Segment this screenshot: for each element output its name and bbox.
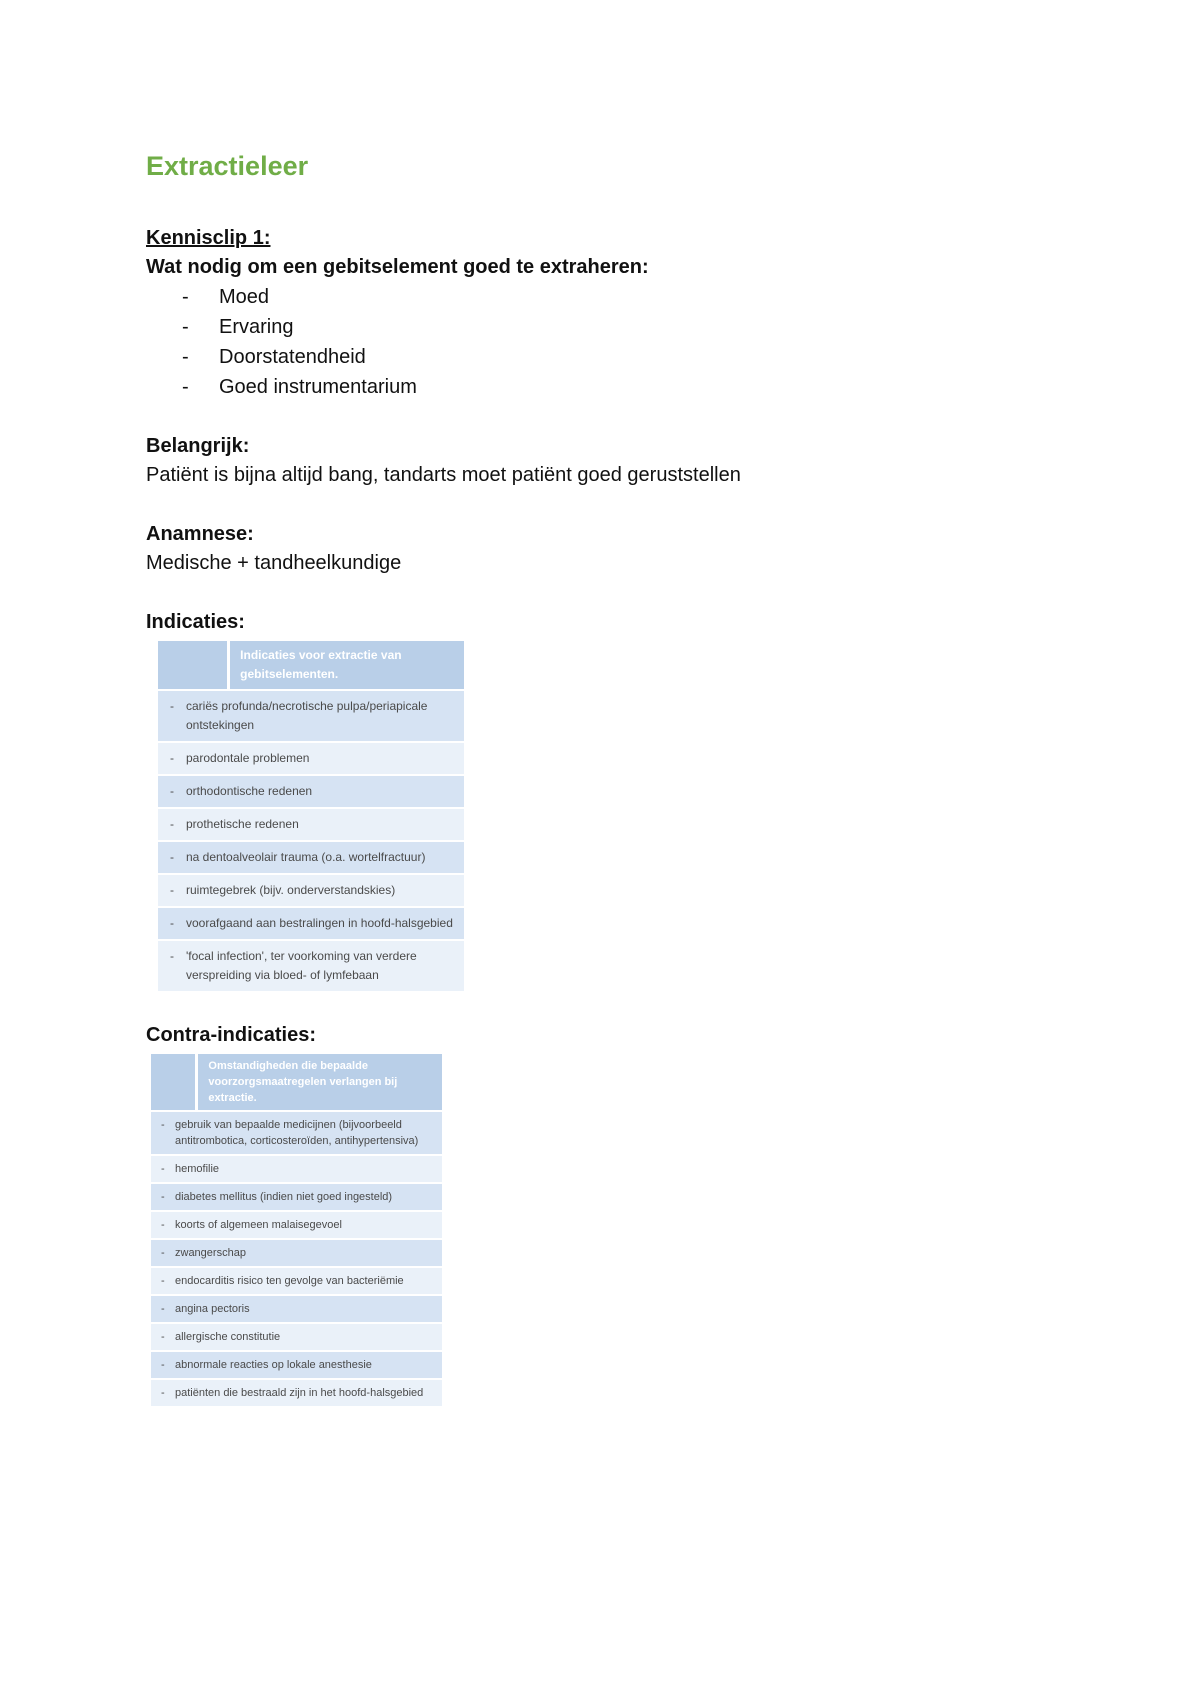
requirements-list: [146, 282, 1066, 402]
row-bullet: -: [170, 751, 174, 765]
row-bullet: -: [161, 1163, 165, 1175]
row-bullet: -: [170, 916, 174, 930]
document-title: Extractieleer: [146, 151, 309, 181]
table-row: [158, 840, 464, 873]
table-cell: na dentoalveolair trauma (o.a. wortelfractuur): [186, 850, 426, 864]
list-item-text: Goed instrumentarium: [219, 376, 417, 398]
row-bullet: -: [161, 1387, 165, 1399]
table-row: [151, 1154, 442, 1182]
row-bullet: -: [161, 1219, 165, 1231]
table-cell: zwangerschap: [175, 1247, 246, 1259]
table-header-blank-cell: [158, 641, 230, 689]
row-bullet: -: [170, 817, 174, 831]
spacer: [146, 490, 1066, 520]
table-header-text: Indicaties voor extractie van gebitselementen.: [240, 648, 402, 681]
table-row: [151, 1210, 442, 1238]
table-header: [151, 1054, 442, 1110]
list-item: [146, 282, 1066, 312]
table-row: [158, 741, 464, 774]
table-row: [158, 939, 464, 991]
list-item-text: Moed: [219, 286, 270, 308]
row-bullet: -: [161, 1359, 165, 1371]
row-bullet: -: [170, 850, 174, 864]
table-cell: koorts of algemeen malaisegevoel: [175, 1219, 342, 1231]
table-row: [158, 807, 464, 840]
section-heading-contra-indicaties: Contra-indicaties:: [146, 1024, 317, 1046]
document-page: [146, 148, 1066, 1406]
table-cell: allergische constitutie: [175, 1331, 281, 1343]
dash-marker: -: [182, 376, 189, 398]
list-item: [146, 342, 1066, 372]
section-heading-belangrijk: Belangrijk:: [146, 435, 250, 457]
table-header-blank-cell: [151, 1054, 198, 1110]
table-cell: endocarditis risico ten gevolge van bacteriëmie: [175, 1275, 404, 1287]
spacer: [146, 991, 1066, 1021]
list-item: [146, 312, 1066, 342]
table-cell: 'focal infection', ter voorkoming van verdere verspreiding via bloed- of lymfebaan: [186, 949, 417, 982]
row-bullet: -: [170, 949, 174, 963]
contra-indicaties-table-image: [151, 1054, 442, 1406]
list-item: [146, 372, 1066, 402]
row-bullet: -: [170, 784, 174, 798]
table-cell: orthodontische redenen: [186, 784, 313, 798]
table-row: [151, 1182, 442, 1210]
table-row: [151, 1294, 442, 1322]
section-intro: Wat nodig om een gebitselement goed te extraheren:: [146, 256, 649, 278]
table-cell: voorafgaand aan bestralingen in hoofd-halsgebied: [186, 916, 453, 930]
table-cell: ruimtegebrek (bijv. onderverstandskies): [186, 883, 396, 897]
table-header-text: Omstandigheden die bepaalde voorzorgsmaatregelen verlangen bij extractie.: [208, 1060, 398, 1104]
row-bullet: -: [161, 1303, 165, 1315]
table-cell: angina pectoris: [175, 1303, 250, 1315]
row-bullet: -: [161, 1331, 165, 1343]
table-row: [158, 873, 464, 906]
table-cell: patiënten die bestraald zijn in het hoofd-halsgebied: [175, 1387, 424, 1399]
table-row: [151, 1378, 442, 1406]
row-bullet: -: [161, 1247, 165, 1259]
list-item-text: Doorstatendheid: [219, 346, 366, 368]
row-bullet: -: [161, 1275, 165, 1287]
table-row: [158, 689, 464, 741]
belangrijk-text: Patiënt is bijna altijd bang, tandarts moet patiënt goed geruststellen: [146, 464, 741, 486]
table-cell: gebruik van bepaalde medicijnen (bijvoorbeeld antitrombotica, corticosteroïden, antihypertensiva): [175, 1119, 419, 1147]
table-row: [151, 1322, 442, 1350]
section-heading-kennisclip: Kennisclip 1:: [146, 227, 271, 249]
table-cell: prothetische redenen: [186, 817, 299, 831]
indicaties-table-image: [158, 641, 464, 991]
table-cell: cariës profunda/necrotische pulpa/periapicale ontstekingen: [186, 699, 428, 732]
dash-marker: -: [182, 286, 189, 308]
section-heading-anamnese: Anamnese:: [146, 523, 254, 545]
dash-marker: -: [182, 346, 189, 368]
table-row: [151, 1110, 442, 1154]
row-bullet: -: [161, 1119, 165, 1131]
section-heading-indicaties: Indicaties:: [146, 611, 245, 633]
table-row: [151, 1238, 442, 1266]
row-bullet: -: [170, 883, 174, 897]
table-cell: parodontale problemen: [186, 751, 310, 765]
spacer: [146, 184, 1066, 224]
table-cell: diabetes mellitus (indien niet goed ingesteld): [175, 1191, 393, 1203]
row-bullet: -: [170, 699, 174, 713]
row-bullet: -: [161, 1191, 165, 1203]
anamnese-text: Medische + tandheelkundige: [146, 552, 402, 574]
table-cell: abnormale reacties op lokale anesthesie: [175, 1359, 372, 1371]
dash-marker: -: [182, 316, 189, 338]
table-cell: hemofilie: [175, 1163, 220, 1175]
table-row: [158, 906, 464, 939]
table-header: [158, 641, 464, 689]
spacer: [146, 402, 1066, 432]
spacer: [146, 578, 1066, 608]
table-row: [151, 1350, 442, 1378]
table-row: [151, 1266, 442, 1294]
list-item-text: Ervaring: [219, 316, 294, 338]
table-row: [158, 774, 464, 807]
